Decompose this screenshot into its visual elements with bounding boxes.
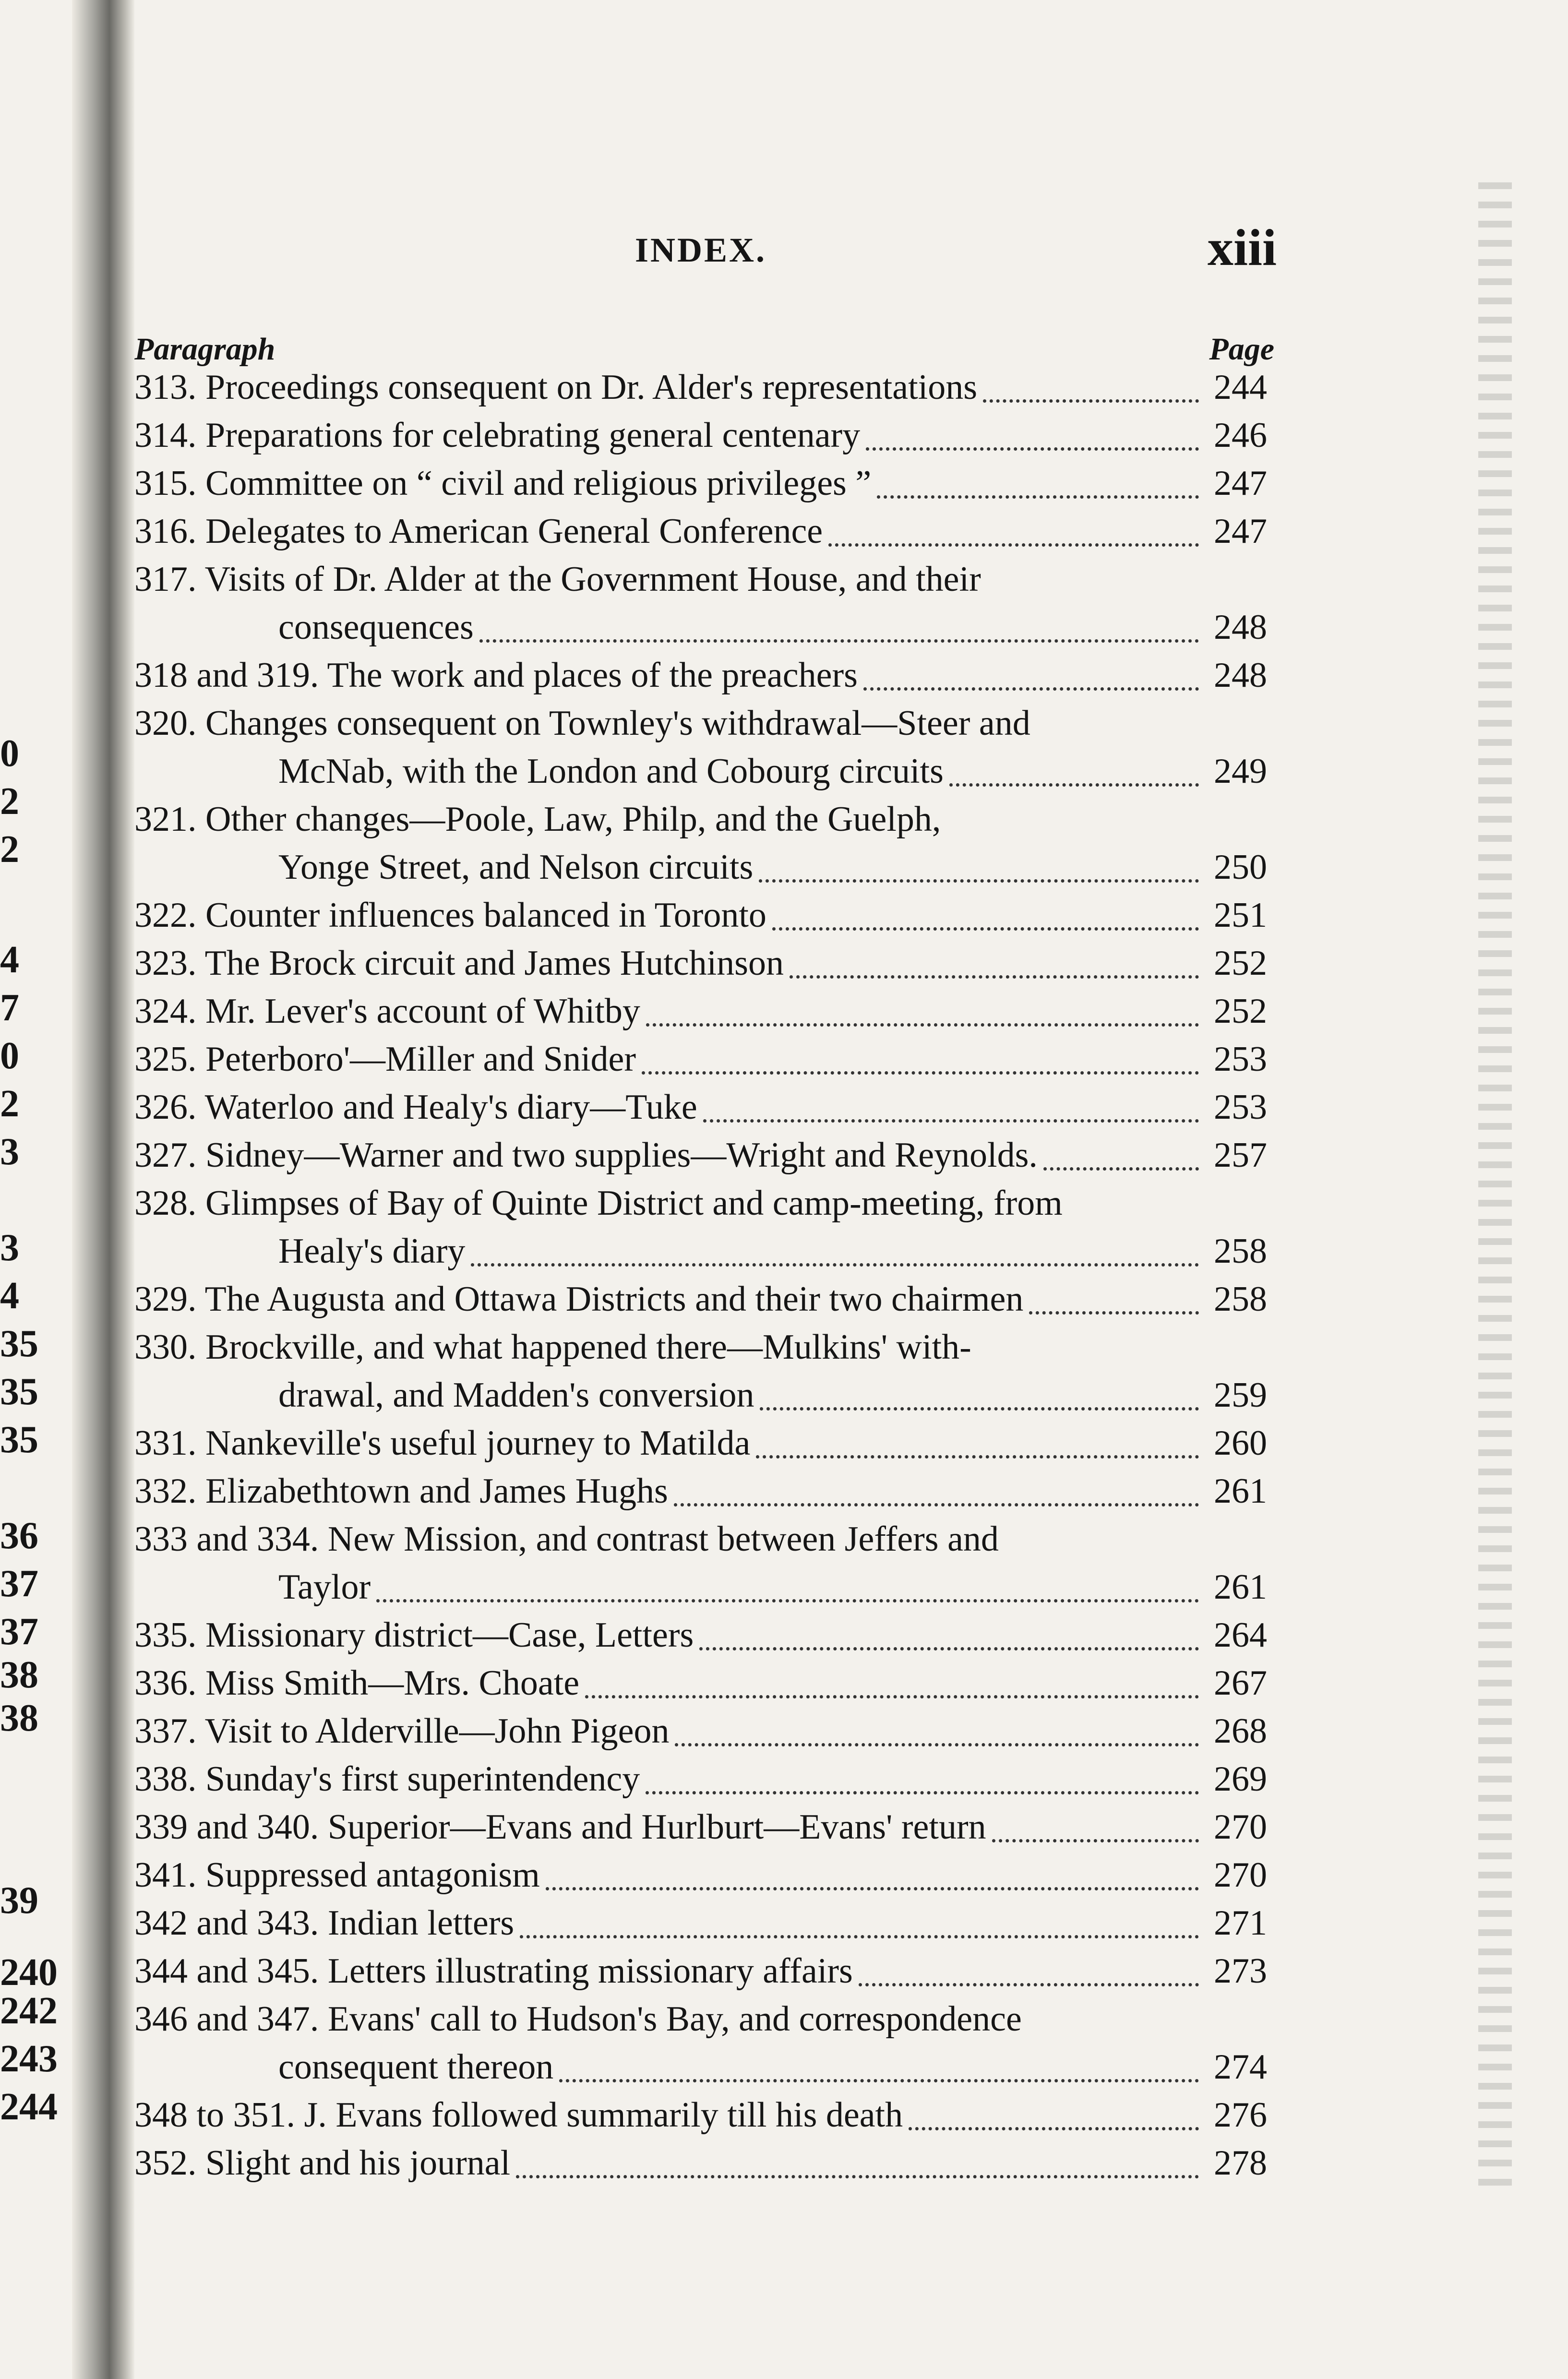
entry-text: 337. Visit to Alderville—John Pigeon [134,1711,670,1751]
index-entry-continuation [134,607,1267,655]
index-entry [134,1183,1267,1231]
entry-text: McNab, with the London and Cobourg circuits [278,752,944,791]
entry-text: 333 and 334. New Mission, and contrast between Jeffers and [134,1519,999,1559]
index-entry [134,1279,1267,1327]
entry-text: 339 and 340. Superior—Evans and Hurlburt—Evans' return [134,1807,986,1847]
dot-leader [699,1647,1199,1650]
dot-leader [646,1023,1199,1027]
dot-leader [760,1407,1199,1411]
index-entry [134,1999,1267,2047]
entry-page-number: 259 [1214,1375,1267,1415]
dot-leader [546,1887,1199,1890]
index-entry-continuation [134,1375,1267,1423]
index-entry [134,1471,1267,1519]
dot-leader [949,783,1199,787]
entry-text: 348 to 351. J. Evans followed summarily till his death [134,2095,903,2135]
entry-page-number: 267 [1214,1663,1267,1703]
dot-leader [992,1839,1199,1842]
index-entry-continuation [134,751,1267,799]
entry-text: 336. Miss Smith—Mrs. Choate [134,1663,580,1703]
margin-number: 38 [0,1697,38,1739]
entry-page-number: 273 [1214,1951,1267,1991]
entry-text: 332. Elizabethtown and James Hughs [134,1471,668,1511]
dot-leader [1043,1167,1199,1171]
entry-page-number: 270 [1214,1855,1267,1895]
entry-text: 341. Suppressed antagonism [134,1855,540,1895]
entry-text: 316. Delegates to American General Conference [134,512,823,551]
dot-leader [759,879,1199,883]
entry-page-number: 261 [1214,1471,1267,1511]
entry-page-number: 251 [1214,896,1267,935]
dot-leader [675,1743,1199,1746]
index-entry [134,463,1267,511]
entry-text: 315. Committee on “ civil and religious privileges ” [134,464,872,503]
dot-leader [790,975,1199,979]
margin-number: 37 [0,1611,38,1653]
entry-page-number: 257 [1214,1136,1267,1175]
dot-leader [863,687,1199,691]
entry-text: Taylor [278,1567,371,1607]
dot-leader [772,927,1199,931]
index-entry-continuation [134,1567,1267,1615]
entry-text: 313. Proceedings consequent on Dr. Alder's representations [134,368,978,407]
entry-page-number: 247 [1214,512,1267,551]
entry-text: 324. Mr. Lever's account of Whitby [134,992,640,1031]
index-entry [134,1855,1267,1903]
entry-text: 338. Sunday's first superintendency [134,1759,640,1799]
entry-text: 346 and 347. Evans' call to Hudson's Bay, and correspondence [134,1999,1022,2039]
entry-page-number: 260 [1214,1423,1267,1463]
margin-number: 3 [0,1131,19,1173]
entry-text: 318 and 319. The work and places of the preachers [134,656,858,695]
margin-number: 2 [0,780,19,823]
binding-gutter-shadow [72,0,134,2379]
entry-text: 326. Waterloo and Healy's diary—Tuke [134,1088,697,1127]
entry-page-number: 261 [1214,1567,1267,1607]
index-entry [134,1615,1267,1663]
right-edge-bleedthrough [1478,182,1512,2198]
margin-number: 35 [0,1419,38,1461]
index-entry-continuation [134,1231,1267,1279]
index-entry [134,655,1267,703]
margin-number: 2 [0,1083,19,1125]
dot-leader [471,1263,1199,1267]
entry-page-number: 269 [1214,1759,1267,1799]
index-entry [134,1087,1267,1135]
margin-number: 4 [0,1275,19,1317]
index-entry [134,991,1267,1039]
entry-text: Yonge Street, and Nelson circuits [278,848,754,887]
entry-text: consequent thereon [278,2047,554,2087]
index-entry [134,1519,1267,1567]
dot-leader [756,1455,1199,1458]
entry-page-number: 258 [1214,1231,1267,1271]
index-entry [134,2095,1267,2143]
entry-text: 314. Preparations for celebrating general centenary [134,416,861,455]
entry-text: 328. Glimpses of Bay of Quinte District and camp-meeting, from [134,1184,1063,1223]
entry-page-number: 250 [1214,848,1267,887]
index-entry [134,1711,1267,1759]
margin-number: 35 [0,1323,38,1365]
index-entry [134,415,1267,463]
margin-number: 37 [0,1563,38,1605]
margin-number: 38 [0,1654,38,1696]
entry-text: 329. The Augusta and Ottawa Districts and their two chairmen [134,1279,1024,1319]
entry-page-number: 276 [1214,2095,1267,2135]
dot-leader [479,639,1199,643]
margin-number: 0 [0,732,19,775]
entry-text: 320. Changes consequent on Townley's withdrawal—Steer and [134,704,1030,743]
page-number: xiii [1207,219,1277,276]
dot-leader [559,2079,1199,2082]
entry-text: 327. Sidney—Warner and two supplies—Wright and Reynolds. [134,1136,1038,1175]
entry-page-number: 244 [1214,368,1267,407]
index-entry [134,511,1267,559]
margin-number: 4 [0,939,19,981]
entry-text: 335. Missionary district—Case, Letters [134,1615,694,1655]
margin-number: 0 [0,1035,19,1077]
entry-text: 344 and 345. Letters illustrating missionary affairs [134,1951,853,1991]
dot-leader [828,543,1199,547]
margin-number: 7 [0,987,19,1029]
index-entry [134,1759,1267,1807]
entry-text: drawal, and Madden's conversion [278,1375,754,1415]
margin-number: 2 [0,828,19,871]
entry-text: Healy's diary [278,1231,466,1271]
index-entry [134,2143,1267,2191]
page-heading: Page [1209,332,1274,367]
entry-text: 317. Visits of Dr. Alder at the Government House, and their [134,560,981,599]
entry-text: 325. Peterboro'—Miller and Snider [134,1040,636,1079]
entry-text: 342 and 343. Indian letters [134,1903,515,1943]
dot-leader [703,1119,1199,1123]
entry-page-number: 253 [1214,1040,1267,1079]
dot-leader [1029,1311,1199,1315]
index-entry [134,799,1267,847]
index-entry [134,1423,1267,1471]
margin-number: 39 [0,1879,38,1922]
index-entry [134,703,1267,751]
entry-page-number: 270 [1214,1807,1267,1847]
entry-page-number: 249 [1214,752,1267,791]
margin-number: 240 [0,1951,58,1994]
dot-leader [866,447,1199,451]
entry-page-number: 278 [1214,2143,1267,2183]
entry-page-number: 253 [1214,1088,1267,1127]
dot-leader [376,1599,1199,1602]
entry-text: 330. Brockville, and what happened there—Mulkins' with- [134,1327,971,1367]
dot-leader [983,399,1199,403]
index-entry [134,895,1267,943]
paragraph-heading: Paragraph [134,332,275,367]
dot-leader [859,1983,1199,1986]
margin-number: 35 [0,1371,38,1413]
entry-text: 322. Counter influences balanced in Toronto [134,896,766,935]
page-header [134,218,1277,276]
index-entry-continuation [134,847,1267,895]
entry-page-number: 246 [1214,416,1267,455]
dot-leader [674,1503,1199,1506]
index-entry [134,1663,1267,1711]
entry-page-number: 252 [1214,944,1267,983]
entry-text: 352. Slight and his journal [134,2143,511,2183]
column-headings [134,331,1274,370]
margin-number: 243 [0,2038,58,2080]
index-entry [134,1039,1267,1087]
index-entry [134,1327,1267,1375]
index-entries [134,367,1267,2191]
dot-leader [646,1791,1199,1794]
index-entry-continuation [134,2047,1267,2095]
entry-page-number: 252 [1214,992,1267,1031]
dot-leader [909,2127,1199,2130]
index-entry [134,367,1267,415]
entry-page-number: 274 [1214,2047,1267,2087]
index-entry [134,559,1267,607]
entry-page-number: 247 [1214,464,1267,503]
entry-text: consequences [278,608,474,647]
index-entry [134,1903,1267,1951]
index-entry [134,1135,1267,1183]
margin-number: 36 [0,1515,38,1557]
entry-page-number: 258 [1214,1279,1267,1319]
margin-number: 244 [0,2086,58,2128]
entry-text: 321. Other changes—Poole, Law, Philp, and the Guelph, [134,800,941,839]
entry-page-number: 264 [1214,1615,1267,1655]
entry-page-number: 268 [1214,1711,1267,1751]
margin-number: 242 [0,1990,58,2032]
index-entry [134,1951,1267,1999]
dot-leader [642,1071,1199,1075]
entry-text: 331. Nankeville's useful journey to Matilda [134,1423,751,1463]
dot-leader [585,1695,1199,1698]
entry-page-number: 248 [1214,608,1267,647]
margin-number: 3 [0,1227,19,1269]
dot-leader [877,495,1199,499]
index-entry [134,1807,1267,1855]
dot-leader [520,1935,1199,1938]
entry-page-number: 248 [1214,656,1267,695]
index-entry [134,943,1267,991]
dot-leader [516,2175,1199,2178]
running-title: INDEX. [634,231,767,269]
entry-page-number: 271 [1214,1903,1267,1943]
entry-text: 323. The Brock circuit and James Hutchinson [134,944,784,983]
